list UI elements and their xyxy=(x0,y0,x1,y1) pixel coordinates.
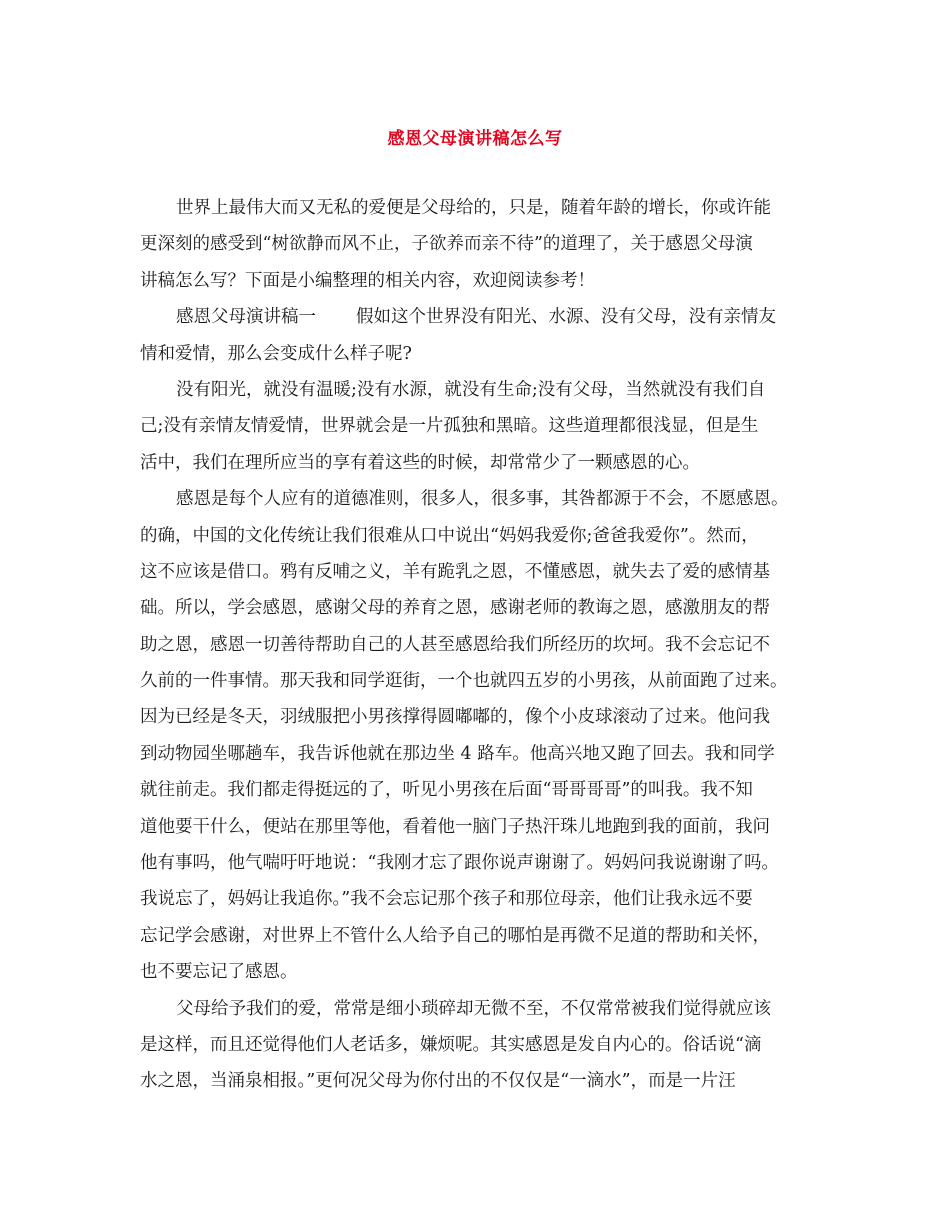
body-line: 感恩是每个人应有的道德准则，很多人，很多事，其咎都源于不会，不愿感恩。 xyxy=(176,489,789,510)
body-line: 情和爱情，那么会变成什么样子呢? xyxy=(140,343,412,364)
body-line: 也不要忘记了感恩。 xyxy=(140,962,298,983)
body-line: 水之恩，当涌泉相报。”更何况父母为你付出的不仅仅是“一滴水”，而是一片汪 xyxy=(140,1071,736,1092)
body-line: 这不应该是借口。鸦有反哺之义，羊有跪乳之恩，不懂感恩，就失去了爱的感情基 xyxy=(140,561,770,582)
body-line: 的确，中国的文化传统让我们很难从口中说出“妈妈我爱你;爸爸我爱你”。然而， xyxy=(140,525,759,546)
body-line-continuation: 假如这个世界没有阳光、水源、没有父母，没有亲情友 xyxy=(356,307,776,328)
body-line: 没有阳光，就没有温暖;没有水源，就没有生命;没有父母，当然就没有我们自 xyxy=(176,379,766,400)
document-body xyxy=(140,190,830,1100)
section-heading: 感恩父母演讲稿一 xyxy=(176,307,316,328)
body-line xyxy=(140,299,830,335)
body-line: 到动物园坐哪趟车，我告诉他就在那边坐 4 路车。他高兴地又跑了回去。我和同学 xyxy=(140,743,775,764)
body-line: 世界上最伟大而又无私的爱便是父母给的，只是，随着年龄的增长，你或许能 xyxy=(176,198,771,218)
body-line: 讲稿怎么写？下面是小编整理的相关内容，欢迎阅读参考！ xyxy=(140,270,595,291)
body-line: 父母给予我们的爱，常常是细小琐碎却无微不至，不仅常常被我们觉得就应该 xyxy=(176,998,771,1019)
body-line: 活中，我们在理所应当的享有着这些的时候，却常常少了一颗感恩的心。 xyxy=(140,452,700,473)
body-line: 更深刻的感受到“树欲静而风不止，子欲养而亲不待”的道理了，关于感恩父母演 xyxy=(140,234,753,255)
body-line: 我说忘了，妈妈让我追你。”我不会忘记那个孩子和那位母亲，他们让我永远不要 xyxy=(140,889,753,910)
body-line: 因为已经是冬天，羽绒服把小男孩撑得圆嘟嘟的，像个小皮球滚动了过来。他问我 xyxy=(140,707,770,728)
body-line: 助之恩，感恩一切善待帮助自己的人甚至感恩给我们所经历的坎坷。我不会忘记不 xyxy=(140,634,770,655)
body-line: 己;没有亲情友情爱情，世界就会是一片孤独和黑暗。这些道理都很浅显，但是生 xyxy=(140,416,759,437)
body-line: 础。所以，学会感恩，感谢父母的养育之恩，感谢老师的教诲之恩，感激朋友的帮 xyxy=(140,598,770,619)
body-line: 道他要干什么，便站在那里等他，看着他一脑门子热汗珠儿地跑到我的面前，我问 xyxy=(140,816,770,837)
body-line: 忘记学会感谢，对世界上不管什么人给予自己的哪怕是再微不足道的帮助和关怀， xyxy=(140,925,770,946)
body-line: 是这样，而且还觉得他们人老话多，嫌烦呢。其实感恩是发自内心的。俗话说“滴 xyxy=(140,1034,762,1055)
body-line: 他有事吗，他气喘吁吁地说：“我刚才忘了跟你说声谢谢了。妈妈问我说谢谢了吗。 xyxy=(140,853,779,874)
body-line: 久前的一件事情。那天我和同学逛街，一个也就四五岁的小男孩，从前面跑了过来。 xyxy=(140,671,788,692)
body-line: 就往前走。我们都走得挺远的了，听见小男孩在后面“哥哥哥哥”的叫我。我不知 xyxy=(140,780,753,801)
document-title: 感恩父母演讲稿怎么写 xyxy=(387,129,563,149)
